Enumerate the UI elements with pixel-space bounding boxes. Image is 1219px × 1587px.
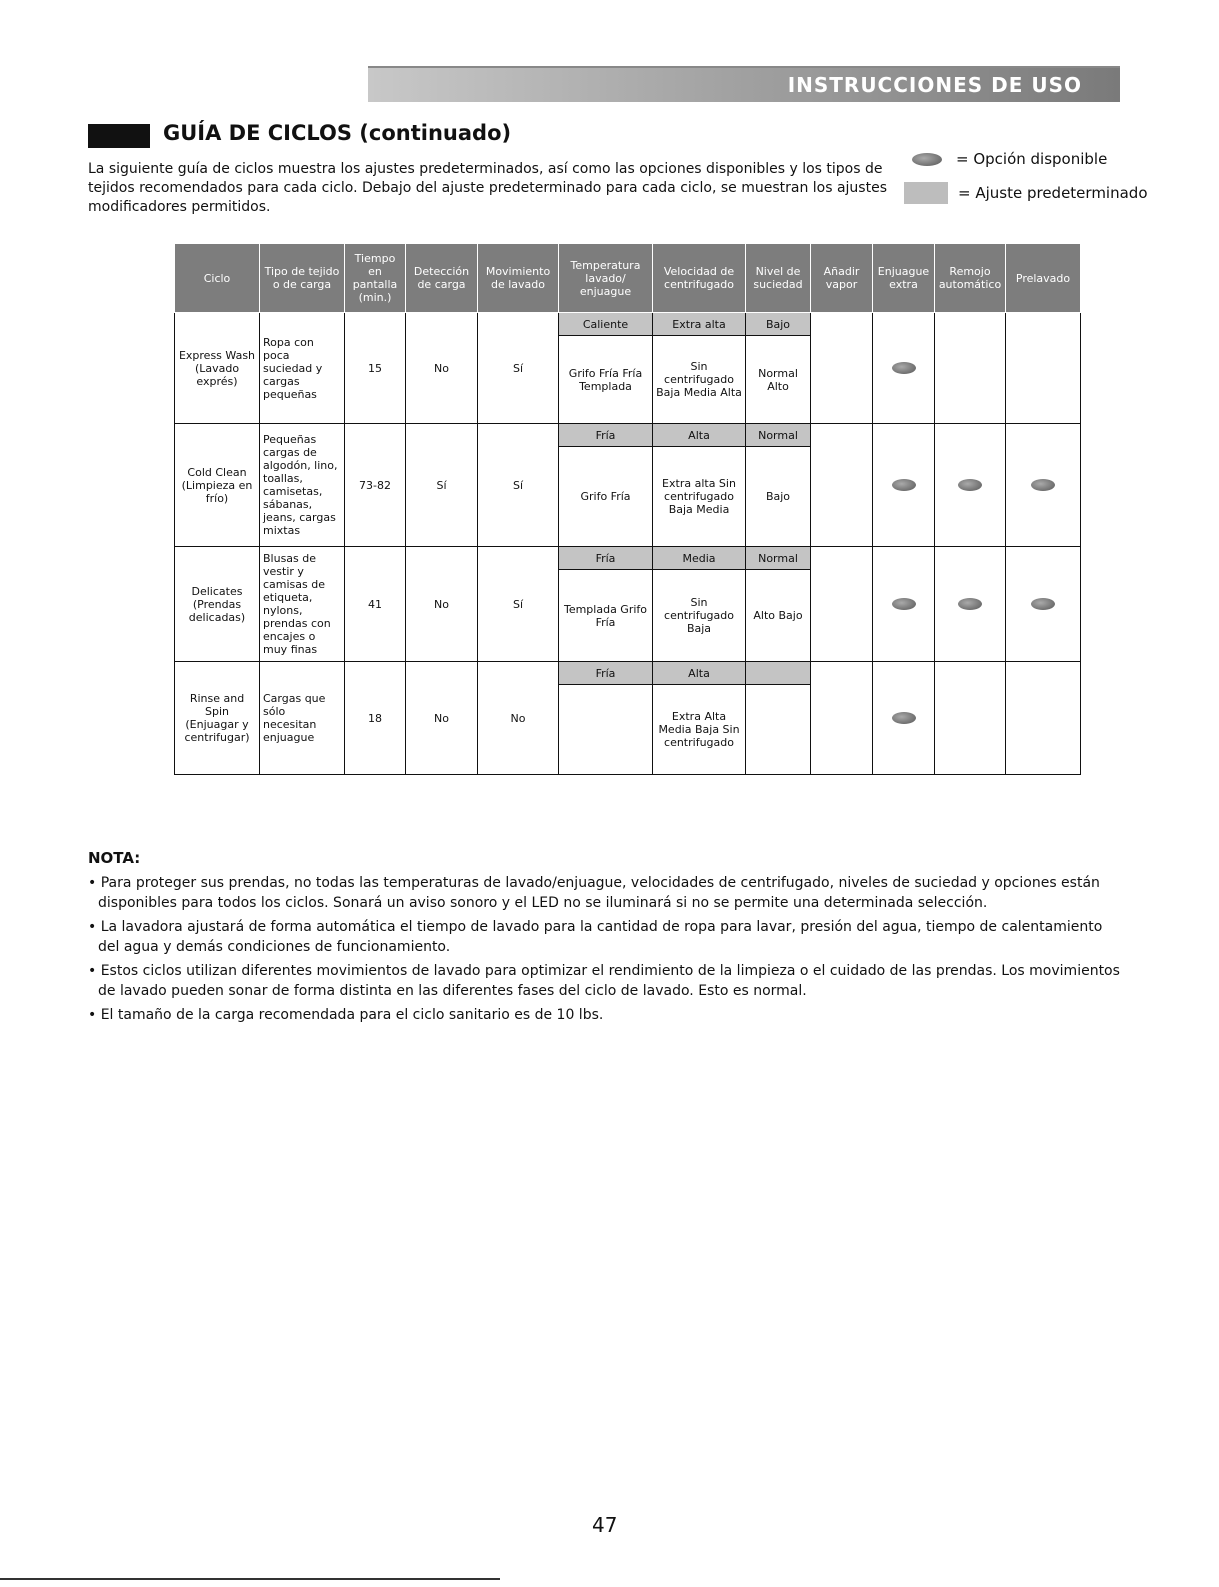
steam-cell — [811, 662, 873, 775]
option-available-icon — [1031, 479, 1055, 491]
legend-option-label: = Opción disponible — [956, 150, 1108, 168]
temp-default-cell: Fría — [559, 424, 653, 447]
soil-default-cell: Bajo — [746, 313, 811, 336]
speed-default-cell: Alta — [653, 424, 746, 447]
load-cell: No — [406, 547, 478, 662]
header-ciclo: Ciclo — [175, 244, 260, 313]
table-header-row — [175, 244, 1081, 313]
soil-default-cell — [746, 662, 811, 685]
header-anadir-vapor: Añadir vapor — [811, 244, 873, 313]
section-banner — [368, 66, 1120, 102]
extra-rinse-cell — [873, 662, 935, 775]
soil-options-cell: Normal Alto — [746, 336, 811, 424]
header-deteccion: Detección de carga — [406, 244, 478, 313]
soak-cell — [935, 547, 1006, 662]
speed-default-cell: Media — [653, 547, 746, 570]
load-cell: No — [406, 662, 478, 775]
motion-cell: No — [478, 662, 559, 775]
option-available-icon — [892, 712, 916, 724]
soak-cell — [935, 424, 1006, 547]
extra-rinse-cell — [873, 313, 935, 424]
speed-default-cell: Extra alta — [653, 313, 746, 336]
option-available-icon — [892, 598, 916, 610]
speed-options-cell: Extra Alta Media Baja Sin centrifugado — [653, 685, 746, 775]
table-row — [175, 547, 1081, 570]
option-available-icon — [1031, 598, 1055, 610]
time-cell: 15 — [345, 313, 406, 424]
soil-default-cell: Normal — [746, 547, 811, 570]
note-item: • El tamaño de la carga recomendada para el ciclo sanitario es de 10 lbs. — [88, 1007, 604, 1023]
fabric-cell: Cargas que sólo necesitan enjuague — [260, 662, 345, 775]
header-nivel-suciedad: Nivel de suciedad — [746, 244, 811, 313]
cycle-guide-table — [174, 243, 1081, 775]
note-item: • Estos ciclos utilizan diferentes movimientos de lavado para optimizar el rendimiento de la limpieza o el cuidado de las prendas. Los movimientos de lavado pueden sonar de forma distinta en las diferentes fases del ciclo de lavado. Esto es normal. — [88, 963, 1120, 999]
soil-default-cell: Normal — [746, 424, 811, 447]
table-row — [175, 424, 1081, 447]
extra-rinse-cell — [873, 424, 935, 547]
soil-options-cell — [746, 685, 811, 775]
speed-options-cell: Sin centrifugado Baja Media Alta — [653, 336, 746, 424]
option-available-icon — [958, 479, 982, 491]
header-remojo: Remojo automático — [935, 244, 1006, 313]
nota-heading: NOTA: — [88, 849, 141, 867]
temp-options-cell: Grifo Fría Fría Templada — [559, 336, 653, 424]
steam-cell — [811, 547, 873, 662]
time-cell: 18 — [345, 662, 406, 775]
legend-option-row — [912, 142, 1148, 176]
fabric-cell: Blusas de vestir y camisas de etiqueta, nylons, prendas con encajes o muy finas — [260, 547, 345, 662]
header-tipo-tejido: Tipo de tejido o de carga — [260, 244, 345, 313]
prewash-cell — [1006, 547, 1081, 662]
option-available-icon — [892, 362, 916, 374]
temp-default-cell: Fría — [559, 547, 653, 570]
temp-options-cell: Grifo Fría — [559, 447, 653, 547]
fabric-cell: Pequeñas cargas de algodón, lino, toallas, camisetas, sábanas, jeans, cargas mixtas — [260, 424, 345, 547]
prewash-cell — [1006, 662, 1081, 775]
header-temperatura: Temperatura lavado/ enjuague — [559, 244, 653, 313]
cycle-cell: Express Wash (Lavado exprés) — [175, 313, 260, 424]
option-available-icon — [892, 479, 916, 491]
time-cell: 41 — [345, 547, 406, 662]
option-available-icon — [912, 153, 942, 166]
header-velocidad: Velocidad de centrifugado — [653, 244, 746, 313]
default-setting-swatch — [904, 182, 948, 204]
temp-default-cell: Fría — [559, 662, 653, 685]
table-row — [175, 313, 1081, 336]
soil-options-cell: Bajo — [746, 447, 811, 547]
prewash-cell — [1006, 424, 1081, 547]
intro-paragraph: La siguiente guía de ciclos muestra los ajustes predeterminados, así como las opciones disponibles y los tipos de tejidos recomendados para cada ciclo. Debajo del ajuste predeterminado para cada ciclo, se muestran los ajustes modificadores permitidos. — [88, 161, 887, 215]
load-cell: Sí — [406, 424, 478, 547]
page-title: GUÍA DE CICLOS (continuado) — [163, 121, 512, 145]
header-tiempo: Tiempo en pantalla (min.) — [345, 244, 406, 313]
steam-cell — [811, 313, 873, 424]
extra-rinse-cell — [873, 547, 935, 662]
speed-default-cell: Alta — [653, 662, 746, 685]
header-enjuague-extra: Enjuague extra — [873, 244, 935, 313]
header-movimiento: Movimiento de lavado — [478, 244, 559, 313]
temp-options-cell — [559, 685, 653, 775]
legend-default-row — [912, 176, 1148, 210]
note-item: • La lavadora ajustará de forma automática el tiempo de lavado para la cantidad de ropa para lavar, presión del agua, tiempo de calentamiento del agua y demás condiciones de funcionamiento. — [88, 919, 1103, 955]
speed-options-cell: Sin centrifugado Baja — [653, 570, 746, 662]
cycle-cell: Delicates (Prendas delicadas) — [175, 547, 260, 662]
soil-options-cell: Alto Bajo — [746, 570, 811, 662]
fabric-cell: Ropa con poca suciedad y cargas pequeñas — [260, 313, 345, 424]
bottom-rule — [0, 1578, 500, 1580]
banner-text: INSTRUCCIONES DE USO — [787, 73, 1082, 97]
legend — [912, 142, 1148, 210]
cycle-cell: Cold Clean (Limpieza en frío) — [175, 424, 260, 547]
time-cell: 73-82 — [345, 424, 406, 547]
notes-list — [88, 873, 1128, 1029]
header-prelavado: Prelavado — [1006, 244, 1081, 313]
option-available-icon — [958, 598, 982, 610]
title-marker — [88, 124, 150, 148]
motion-cell: Sí — [478, 424, 559, 547]
page-number: 47 — [592, 1513, 618, 1537]
steam-cell — [811, 424, 873, 547]
motion-cell: Sí — [478, 313, 559, 424]
motion-cell: Sí — [478, 547, 559, 662]
table-row — [175, 662, 1081, 685]
note-item: • Para proteger sus prendas, no todas las temperaturas de lavado/enjuague, velocidades de centrifugado, niveles de suciedad y opciones están disponibles para todos los ciclos. Sonará un aviso sonoro y el LED no se iluminará si no se permite una determinada selección. — [88, 875, 1100, 911]
soak-cell — [935, 313, 1006, 424]
load-cell: No — [406, 313, 478, 424]
legend-default-label: = Ajuste predeterminado — [958, 184, 1148, 202]
cycle-cell: Rinse and Spin (Enjuagar y centrifugar) — [175, 662, 260, 775]
speed-options-cell: Extra alta Sin centrifugado Baja Media — [653, 447, 746, 547]
soak-cell — [935, 662, 1006, 775]
temp-options-cell: Templada Grifo Fría — [559, 570, 653, 662]
temp-default-cell: Caliente — [559, 313, 653, 336]
prewash-cell — [1006, 313, 1081, 424]
